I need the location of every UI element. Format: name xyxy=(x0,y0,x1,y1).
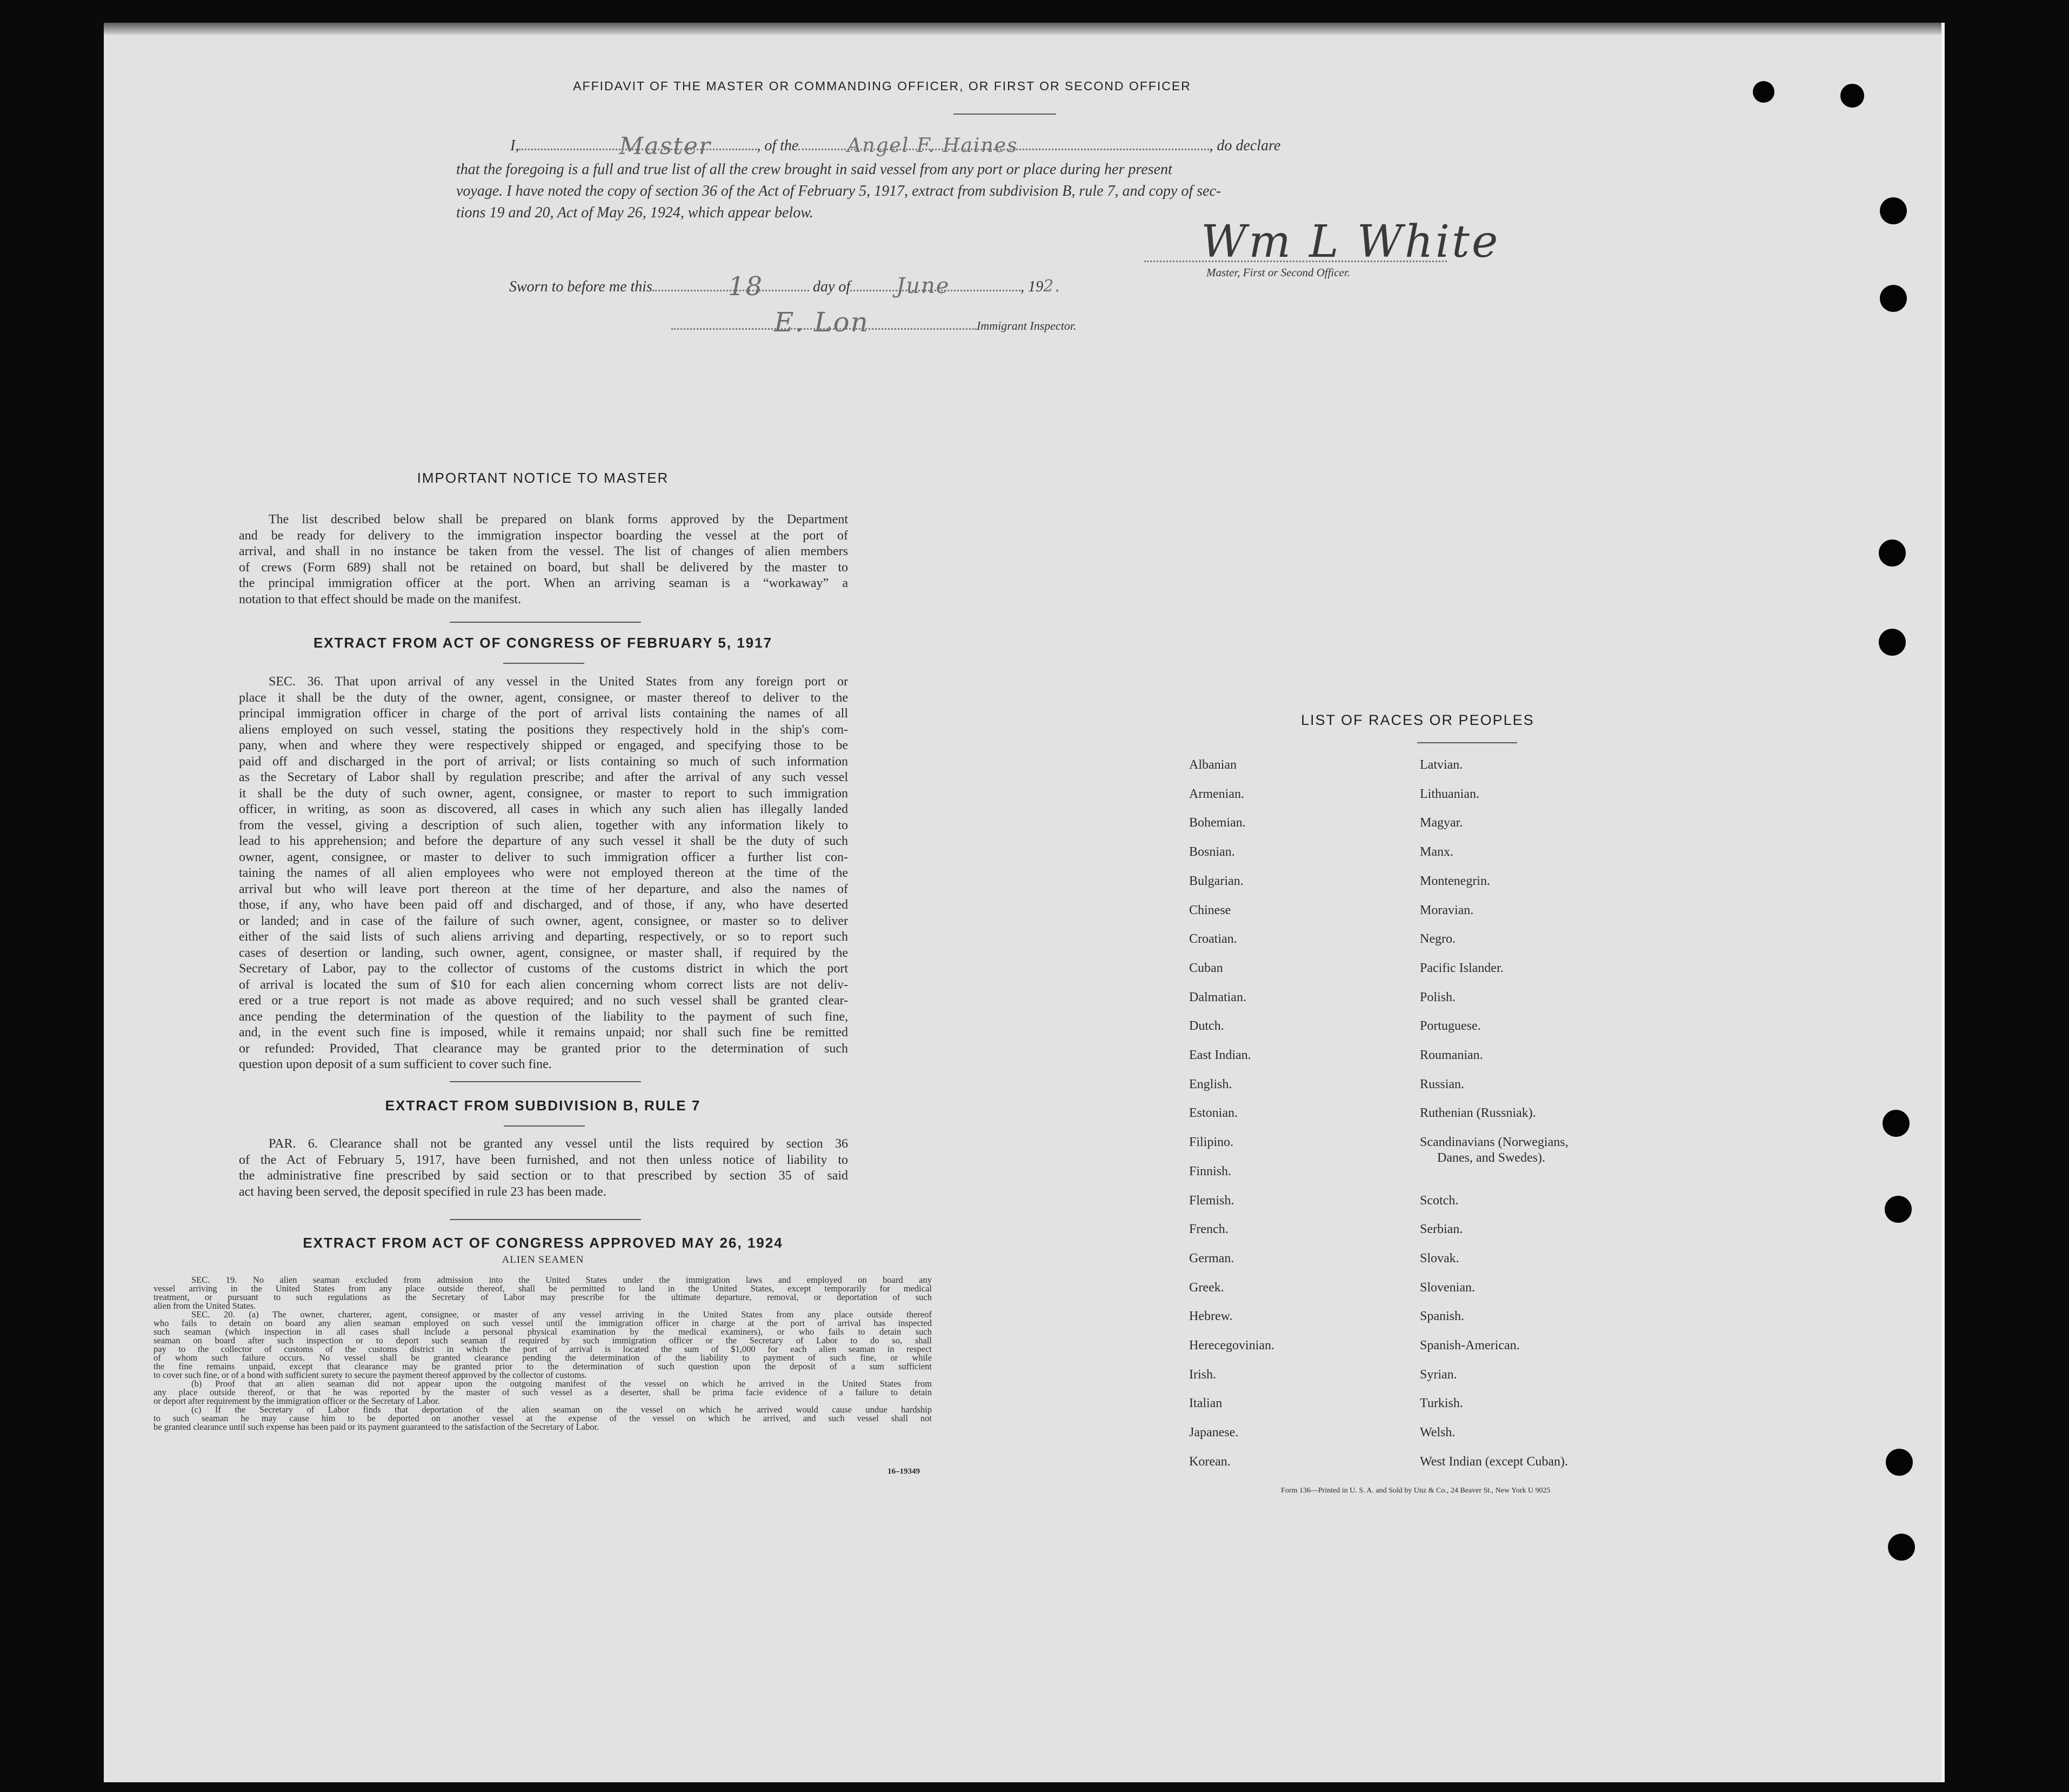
race-item: Syrian. xyxy=(1420,1367,1457,1382)
vessel-blank xyxy=(798,135,1209,157)
master-signature: Wm L White xyxy=(1201,216,1500,268)
document-page xyxy=(104,23,1945,1782)
text-line: act having been served, the deposit specified in rule 23 has been made. xyxy=(239,1184,606,1199)
race-item: Bulgarian. xyxy=(1189,874,1244,888)
rank-blank xyxy=(519,132,757,160)
affidavit-line-2: that the foregoing is a full and true list of all the crew brought in said vessel from any port or place during her present xyxy=(456,161,1172,178)
affidavit-line-1 xyxy=(510,132,1580,160)
text-line: it shall be the duty of such owner, agent, consignee, or master to report to such immigration xyxy=(239,786,848,801)
race-item: Bosnian. xyxy=(1189,845,1235,860)
race-item: Albanian xyxy=(1189,758,1237,772)
scan-edge xyxy=(104,23,1941,35)
inspector-caption: Immigrant Inspector. xyxy=(977,319,1077,332)
inspector-signature: E. Lon xyxy=(774,307,869,338)
text-line: who fails to detain on board any alien seaman employed on such vessel until the immigration officer in charge at the port of arrival has inspected xyxy=(153,1318,932,1328)
year-prefix: , 19 xyxy=(1020,278,1044,295)
text-line: principal immigration officer in charge of the port of arrival lists containing the names of all xyxy=(239,707,848,721)
text-line: or landed; and in case of the failure of such owner, agent, consignee, or master so to deliver xyxy=(239,914,848,928)
race-item: Welsh. xyxy=(1420,1425,1456,1440)
text-line: question upon deposit of a sum sufficient to cover such fine. xyxy=(239,1057,552,1071)
punch-hole xyxy=(1880,285,1907,312)
text-line: taining the names of all alien employees who were not employed thereon at the time of the xyxy=(239,866,848,880)
text-line: The list described below shall be prepared on blank forms approved by the Department xyxy=(269,512,848,527)
race-item: Manx. xyxy=(1420,845,1453,860)
race-item: Flemish. xyxy=(1189,1193,1234,1208)
text-line: cases of desertion or landing, such owner, agent, consignee, or master shall, if required by the xyxy=(239,945,848,960)
text-line: as the Secretary of Labor shall by regulation prescribe; and after the arrival of any such vessel xyxy=(239,770,848,784)
affidavit-heading: AFFIDAVIT OF THE MASTER OR COMMANDING OFFICER, OR FIRST OR SECOND OFFICER xyxy=(573,79,1191,93)
race-item: French. xyxy=(1189,1222,1229,1237)
race-item: Turkish. xyxy=(1420,1396,1463,1411)
race-item: Irish. xyxy=(1189,1367,1216,1382)
text-line: be granted clearance until such expense has been paid or its payment guaranteed to the satisfaction of the Secretary of Labor. xyxy=(153,1422,599,1432)
text-line: of the Act of February 5, 1917, have been furnished, and not then unless notice of liability to xyxy=(239,1153,848,1167)
race-item: Danes, and Swedes). xyxy=(1437,1151,1545,1165)
punch-hole xyxy=(1753,81,1774,103)
punch-hole xyxy=(1886,1449,1913,1476)
race-item: English. xyxy=(1189,1077,1232,1091)
race-item: Estonian. xyxy=(1189,1106,1238,1121)
text-line: or refunded: Provided, That clearance may be granted prior to the determination of such xyxy=(239,1041,848,1056)
text-line: to cover such fine, or of a bond with sufficient surety to secure the payment thereof approved by the collector of customs. xyxy=(153,1370,587,1380)
inspector-line xyxy=(671,307,1077,338)
race-item: Hebrew. xyxy=(1189,1309,1233,1324)
rule7-body xyxy=(239,1136,848,1200)
section-rule xyxy=(450,622,641,623)
race-item: Croatian. xyxy=(1189,932,1237,947)
race-item: Bohemian. xyxy=(1189,816,1246,830)
form-code: 16–19349 xyxy=(887,1467,920,1476)
month-blank xyxy=(850,274,1020,298)
punch-hole xyxy=(1879,539,1906,567)
punch-hole xyxy=(1880,197,1907,224)
text-line: arrival but who will leave port thereon at the time of her departure, and also the names of xyxy=(239,882,848,896)
text-line: PAR. 6. Clearance shall not be granted any vessel until the lists required by section 36 xyxy=(269,1137,848,1151)
race-item: Japanese. xyxy=(1189,1425,1239,1440)
race-item: Korean. xyxy=(1189,1454,1231,1469)
heading-rule xyxy=(503,663,584,664)
race-item: Finnish. xyxy=(1189,1164,1232,1178)
affidavit-line-4: tions 19 and 20, Act of May 26, 1924, which appear below. xyxy=(456,204,813,221)
punch-hole xyxy=(1883,1110,1910,1137)
sworn-month: June xyxy=(896,274,950,298)
inspector-blank xyxy=(671,307,977,338)
text-line: treatment, or pursuant to such regulations as the Secretary of Labor may prescribe for the ultimate departure, removal, or deportation of such xyxy=(153,1292,932,1302)
notice-heading: IMPORTANT NOTICE TO MASTER xyxy=(417,470,669,486)
text-line: or deport after requirement by the immigration officer or the Secretary of Labor. xyxy=(153,1396,440,1406)
notice-body xyxy=(239,512,848,608)
race-item: Montenegrin. xyxy=(1420,874,1490,888)
text-line: pay to the collector of customs of the customs district in which the port of arrival is located the sum of $1,000 for each alien seaman in respect xyxy=(153,1344,932,1354)
race-item: Negro. xyxy=(1420,932,1456,947)
signature-caption: Master, First or Second Officer. xyxy=(1206,266,1350,279)
races-heading: LIST OF RACES OR PEOPLES xyxy=(1301,712,1534,728)
race-item: Scandinavians (Norwegians, xyxy=(1420,1135,1569,1150)
extract-1917-heading: EXTRACT FROM ACT OF CONGRESS OF FEBRUARY 5, 1917 xyxy=(313,635,773,651)
text-line: place it shall be the duty of the owner, agent, consignee, or master thereof to deliver to the xyxy=(239,690,848,705)
race-item: Pacific Islander. xyxy=(1420,961,1504,975)
extract-1924-heading: EXTRACT FROM ACT OF CONGRESS APPROVED MAY 26, 1924 xyxy=(303,1235,783,1251)
text-line: pany, when and where they were respectively shipped or engaged, and specifying those to be xyxy=(239,738,848,752)
race-item: Scotch. xyxy=(1420,1193,1459,1208)
handwritten-vessel: Angel F. Haines xyxy=(847,135,1018,157)
do-declare-label: , do declare xyxy=(1209,137,1281,154)
race-item: Dalmatian. xyxy=(1189,990,1246,1004)
text-line: those, if any, who have been paid off and discharged, and of those, if any, who have deserted xyxy=(239,898,848,912)
text-line: SEC. 36. That upon arrival of any vessel in the United States from any foreign port or xyxy=(269,675,848,689)
form-footer: Form 136—Printed in U. S. A. and Sold by Unz & Co., 24 Beaver St., New York U 9025 xyxy=(1281,1487,1551,1495)
race-item: Roumanian. xyxy=(1420,1048,1483,1062)
heading-rule xyxy=(953,114,1056,115)
text-line: to such seaman he may cause him to be deported on another vessel at the expense of the vessel on which he arrived, and such vessel shall not xyxy=(153,1413,932,1423)
alien-seamen-subheading: ALIEN SEAMEN xyxy=(502,1254,584,1265)
year-suffix: 2. xyxy=(1043,277,1061,296)
race-item: Magyar. xyxy=(1420,816,1463,830)
race-item: Chinese xyxy=(1189,903,1231,917)
text-line: either of the said lists of such aliens arriving and departing, respectively, or so to report such xyxy=(239,930,848,944)
text-line: owner, agent, consignee, or master to deliver to such immigration officer a further list con- xyxy=(239,850,848,864)
punch-hole xyxy=(1885,1196,1912,1223)
heading-rule xyxy=(1417,742,1517,743)
race-item: Armenian. xyxy=(1189,787,1244,801)
text-line: (b) Proof that an alien seaman did not appear upon the outgoing manifest of the vessel on which he arrived in the United States from xyxy=(191,1378,932,1389)
text-line: vessel arriving in the United States from any place outside thereof, shall be permitted to land in the United States, except temporarily for medical xyxy=(153,1283,932,1294)
race-item: German. xyxy=(1189,1251,1234,1265)
race-item: Russian. xyxy=(1420,1077,1465,1091)
i-label: I, xyxy=(510,137,519,154)
punch-hole xyxy=(1840,84,1864,108)
text-line: SEC. 19. No alien seaman excluded from admission into the United States under the immigration laws and employed on board any xyxy=(191,1275,932,1285)
section-rule xyxy=(450,1081,641,1082)
text-line: SEC. 20. (a) The owner, charterer, agent, consignee, or master of any vessel arriving in the United States from any place outside thereof xyxy=(191,1309,932,1320)
of-the-label: , of the xyxy=(757,137,799,154)
race-item: Spanish. xyxy=(1420,1309,1465,1324)
text-line: from the vessel, giving a description of such alien, together with any information likely to xyxy=(239,818,848,832)
text-line: paid off and discharged in the port of arrival; or lists containing so much of such information xyxy=(239,754,848,769)
text-line: ance pending the determination of the question of the liability to the payment of such fine, xyxy=(239,1009,848,1024)
heading-rule xyxy=(504,1125,585,1127)
race-item: Slovak. xyxy=(1420,1251,1459,1265)
race-item: Slovenian. xyxy=(1420,1280,1475,1295)
race-item: Spanish-American. xyxy=(1420,1338,1520,1353)
text-line: aliens employed on such vessel, stating the positions they respectively hold in the ship's com- xyxy=(239,722,848,737)
race-item: Lithuanian. xyxy=(1420,787,1479,801)
affidavit-line-3: voyage. I have noted the copy of section 36 of the Act of February 5, 1917, extract from subdivision B, rule 7, and copy of sec- xyxy=(456,183,1222,199)
race-item: Ruthenian (Russniak). xyxy=(1420,1106,1536,1121)
race-item: Filipino. xyxy=(1189,1135,1234,1150)
text-line: officer, in writing, as soon as discovered, all cases in which any such alien has illegally landed xyxy=(239,802,848,816)
sworn-label: Sworn to before me this xyxy=(509,278,652,295)
race-item: Dutch. xyxy=(1189,1019,1224,1034)
race-item: Greek. xyxy=(1189,1280,1224,1295)
sworn-line xyxy=(509,271,1061,302)
punch-hole xyxy=(1879,629,1906,656)
text-line: Secretary of Labor, pay to the collector of customs of the customs district in which the port xyxy=(239,962,848,976)
handwritten-rank: Master xyxy=(619,132,711,160)
text-line: of arrival is located the sum of $10 for each alien concerning whom correct lists are not deliv- xyxy=(239,977,848,992)
race-item: East Indian. xyxy=(1189,1048,1251,1062)
race-item: Italian xyxy=(1189,1396,1223,1411)
race-item: Cuban xyxy=(1189,961,1223,975)
text-line: and, in the event such fine is imposed, while it remains unpaid; nor shall such fine be remitted xyxy=(239,1025,848,1040)
race-item: West Indian (except Cuban). xyxy=(1420,1454,1568,1469)
race-item: Polish. xyxy=(1420,990,1456,1004)
text-line: such seaman (which inspection in all cases shall include a personal physical examination by the medical examiners), or who fails to detain such xyxy=(153,1327,932,1337)
rule7-heading: EXTRACT FROM SUBDIVISION B, RULE 7 xyxy=(385,1097,701,1114)
race-item: Moravian. xyxy=(1420,903,1474,917)
text-line: (c) If the Secretary of Labor finds that deportation of the alien seaman on the vessel on which he arrived would cause undue hardship xyxy=(191,1404,932,1415)
race-item: Herecegovinian. xyxy=(1189,1338,1274,1353)
race-item: Portuguese. xyxy=(1420,1019,1481,1034)
text-line: lead to his apprehension; and before the departure of any such vessel it shall be the duty of such xyxy=(239,834,848,848)
extract-1917-body xyxy=(239,674,848,1073)
sworn-day: 18 xyxy=(728,271,764,302)
extract-1924-body xyxy=(153,1276,932,1431)
text-line: any place outside thereof, or that he was reported by the master of such vessel as a deserter, shall be prima facie evidence of a failure to detain xyxy=(153,1387,932,1397)
text-line: seaman on board after such inspection or to deport such seaman if required by such immigration officer or the Secretary of Labor to do so, shall xyxy=(153,1335,932,1345)
day-blank xyxy=(652,271,809,302)
day-of-label: day of xyxy=(812,278,851,295)
text-line: the administrative fine prescribed by said section or to that prescribed by section 35 of said xyxy=(239,1169,848,1183)
text-line: of crews (Form 689) shall not be retained on board, but shall be delivered by the master to xyxy=(239,560,848,575)
race-item: Latvian. xyxy=(1420,758,1463,772)
section-rule xyxy=(450,1219,641,1220)
text-line: notation to that effect should be made on the manifest. xyxy=(239,592,522,607)
text-line: the fine remains unpaid, except that clearance may be granted prior to the determination of such question upon the deposit of a sum sufficient xyxy=(153,1361,932,1371)
race-item: Serbian. xyxy=(1420,1222,1463,1237)
text-line: of whom such failure occurs. No vessel shall be granted clearance pending the determination of the liability to payment of such fine, or while xyxy=(153,1353,932,1363)
text-line: the principal immigration officer at the port. When an arriving seaman is a “workaway” a xyxy=(239,576,848,590)
text-line: and be ready for delivery to the immigration inspector boarding the vessel at the port of xyxy=(239,528,848,543)
text-line: alien from the United States. xyxy=(153,1301,256,1311)
text-line: arrival, and shall in no instance be taken from the vessel. The list of changes of alien members xyxy=(239,544,848,558)
punch-hole xyxy=(1888,1534,1915,1561)
text-line: ered or a true report is not made as above required; and no such vessel shall be granted clear- xyxy=(239,994,848,1008)
